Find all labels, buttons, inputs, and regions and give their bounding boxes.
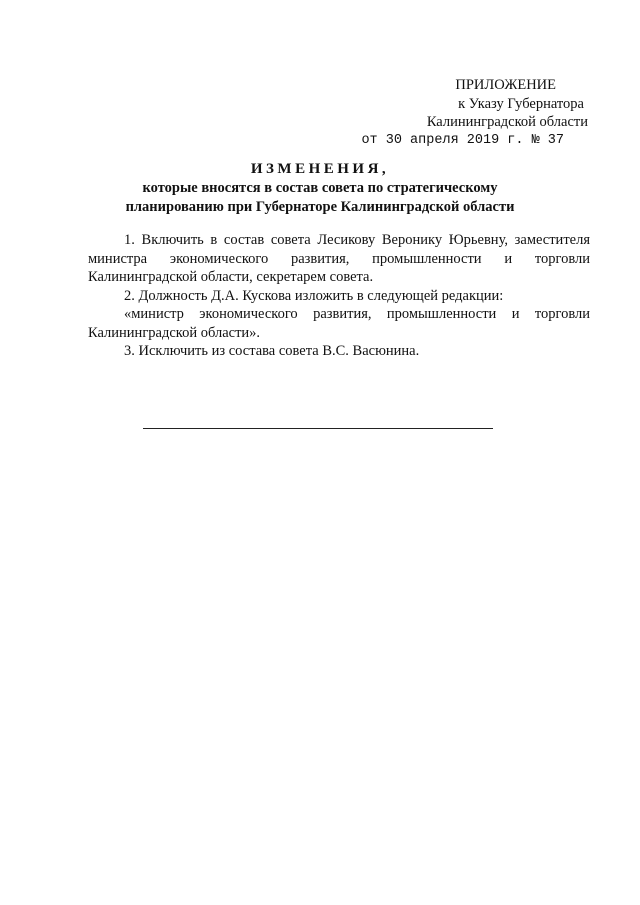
heading-title: ИЗМЕНЕНИЯ, <box>250 161 390 177</box>
paragraph-4: 3. Исключить из состава совета В.С. Васюнина. <box>124 343 420 359</box>
closing-divider <box>143 428 493 429</box>
document-body <box>88 231 590 361</box>
heading-subtitle-line-1: которые вносятся в состав совета по стратегическому <box>142 180 498 196</box>
document-heading <box>0 160 640 217</box>
appendix-block <box>361 76 588 150</box>
paragraph-1: 1. Включить в состав совета Лесикову Веронику Юрьевну, заместителя министра экономического развития, промышленности и торговли Калининградской области, секретарем совета. <box>88 232 590 285</box>
paragraph-3: «министр экономического развития, промышленности и торговли Калининградской области». <box>88 306 590 341</box>
appendix-date: от 30 апреля 2019 г. № 37 <box>361 132 564 148</box>
heading-subtitle-line-2: планированию при Губернаторе Калининградской области <box>125 199 515 215</box>
paragraph-2: 2. Должность Д.А. Кускова изложить в следующей редакции: <box>124 287 504 304</box>
appendix-region: Калининградской области <box>426 114 588 130</box>
appendix-title: ПРИЛОЖЕНИЕ <box>455 77 556 93</box>
appendix-decree-ref: к Указу Губернатора <box>458 95 584 112</box>
